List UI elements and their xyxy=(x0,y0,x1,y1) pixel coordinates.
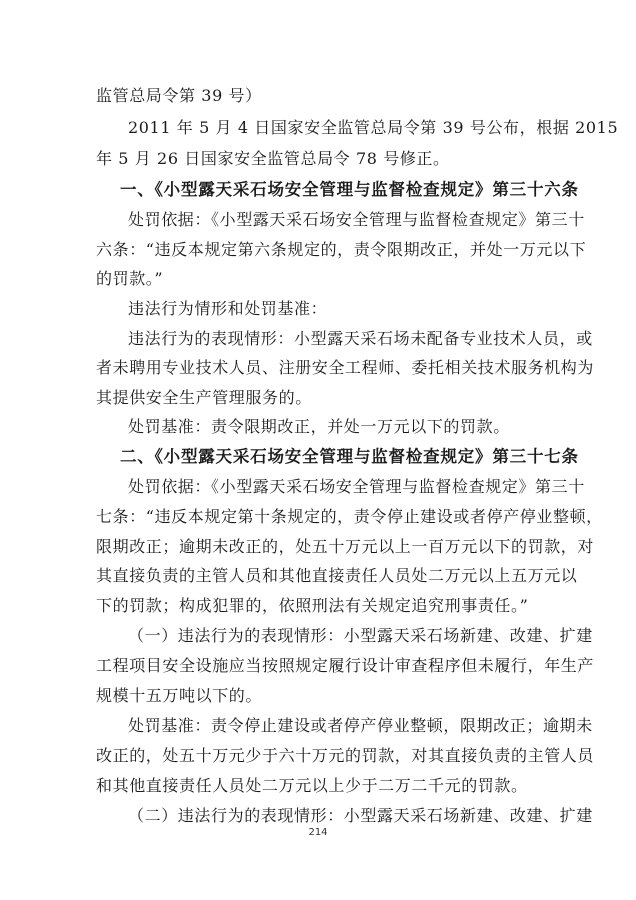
section-heading-2: 二、《小型露天采石场安全管理与监督检查规定》第三十七条 xyxy=(120,447,579,466)
text-line-5: 处罚依据：《小型露天采石场安全管理与监督检查规定》第三十 xyxy=(128,210,585,229)
text-line-25: （二）违法行为的表现情形：小型露天采石场新建、改建、扩建 xyxy=(128,806,593,825)
text-line-18: 下的罚款；构成犯罪的，依照刑法有关规定追究刑事责任。” xyxy=(96,596,529,615)
text-line-24: 和其他直接责任人员处二万元以上少于二万二千元的罚款。 xyxy=(96,776,528,795)
text-line-21: 规模十五万吨以下的。 xyxy=(96,686,263,705)
text-line-16: 限期改正；逾期未改正的，处五十万元以上一百万元以下的罚款，对 xyxy=(96,537,595,556)
text-line-17: 其直接负责的主管人员和其他直接责任人员处二万元以上五万元以 xyxy=(96,566,578,585)
text-line-10: 者未聘用专业技术人员、注册安全工程师、委托相关技术服务机构为 xyxy=(96,358,595,377)
text-line-23: 改正的，处五十万元少于六十万元的罚款，对其直接负责的主管人员 xyxy=(96,746,595,765)
text-line-14: 处罚依据：《小型露天采石场安全管理与监督检查规定》第三十 xyxy=(128,477,585,496)
page-number: 214 xyxy=(308,827,328,838)
text-line-7: 的罚款。” xyxy=(96,269,164,288)
text-line-1: 监管总局令第 39 号） xyxy=(96,86,262,105)
section-heading-1: 一、《小型露天采石场安全管理与监督检查规定》第三十六条 xyxy=(120,180,579,199)
text-line-9: 违法行为的表现情形：小型露天采石场未配备专业技术人员，或 xyxy=(128,329,593,348)
text-line-6: 六条：“违反本规定第六条规定的，责令限期改正，并处一万元以下 xyxy=(96,240,587,259)
text-line-8: 违法行为情形和处罚基准： xyxy=(128,299,328,318)
text-line-2: 2011 年 5 月 4 日国家安全监管总局令第 39 号公布，根据 2015 xyxy=(128,118,619,137)
text-line-19: （一）违法行为的表现情形：小型露天采石场新建、改建、扩建 xyxy=(128,626,593,645)
text-line-11: 其提供安全生产管理服务的。 xyxy=(96,388,312,407)
text-line-15: 七条：“违反本规定第十条规定的，责令停止建设或者停产停业整顿， xyxy=(96,507,603,526)
text-line-20: 工程项目安全设施应当按照规定履行设计审查程序但未履行，年生产 xyxy=(96,656,595,675)
text-line-22: 处罚基准：责令停止建设或者停产停业整顿，限期改正；逾期未 xyxy=(128,716,593,735)
text-line-3: 年 5 月 26 日国家安全监管总局令 78 号修正。 xyxy=(96,149,450,168)
text-line-12: 处罚基准：责令限期改正，并处一万元以下的罚款。 xyxy=(128,417,510,436)
